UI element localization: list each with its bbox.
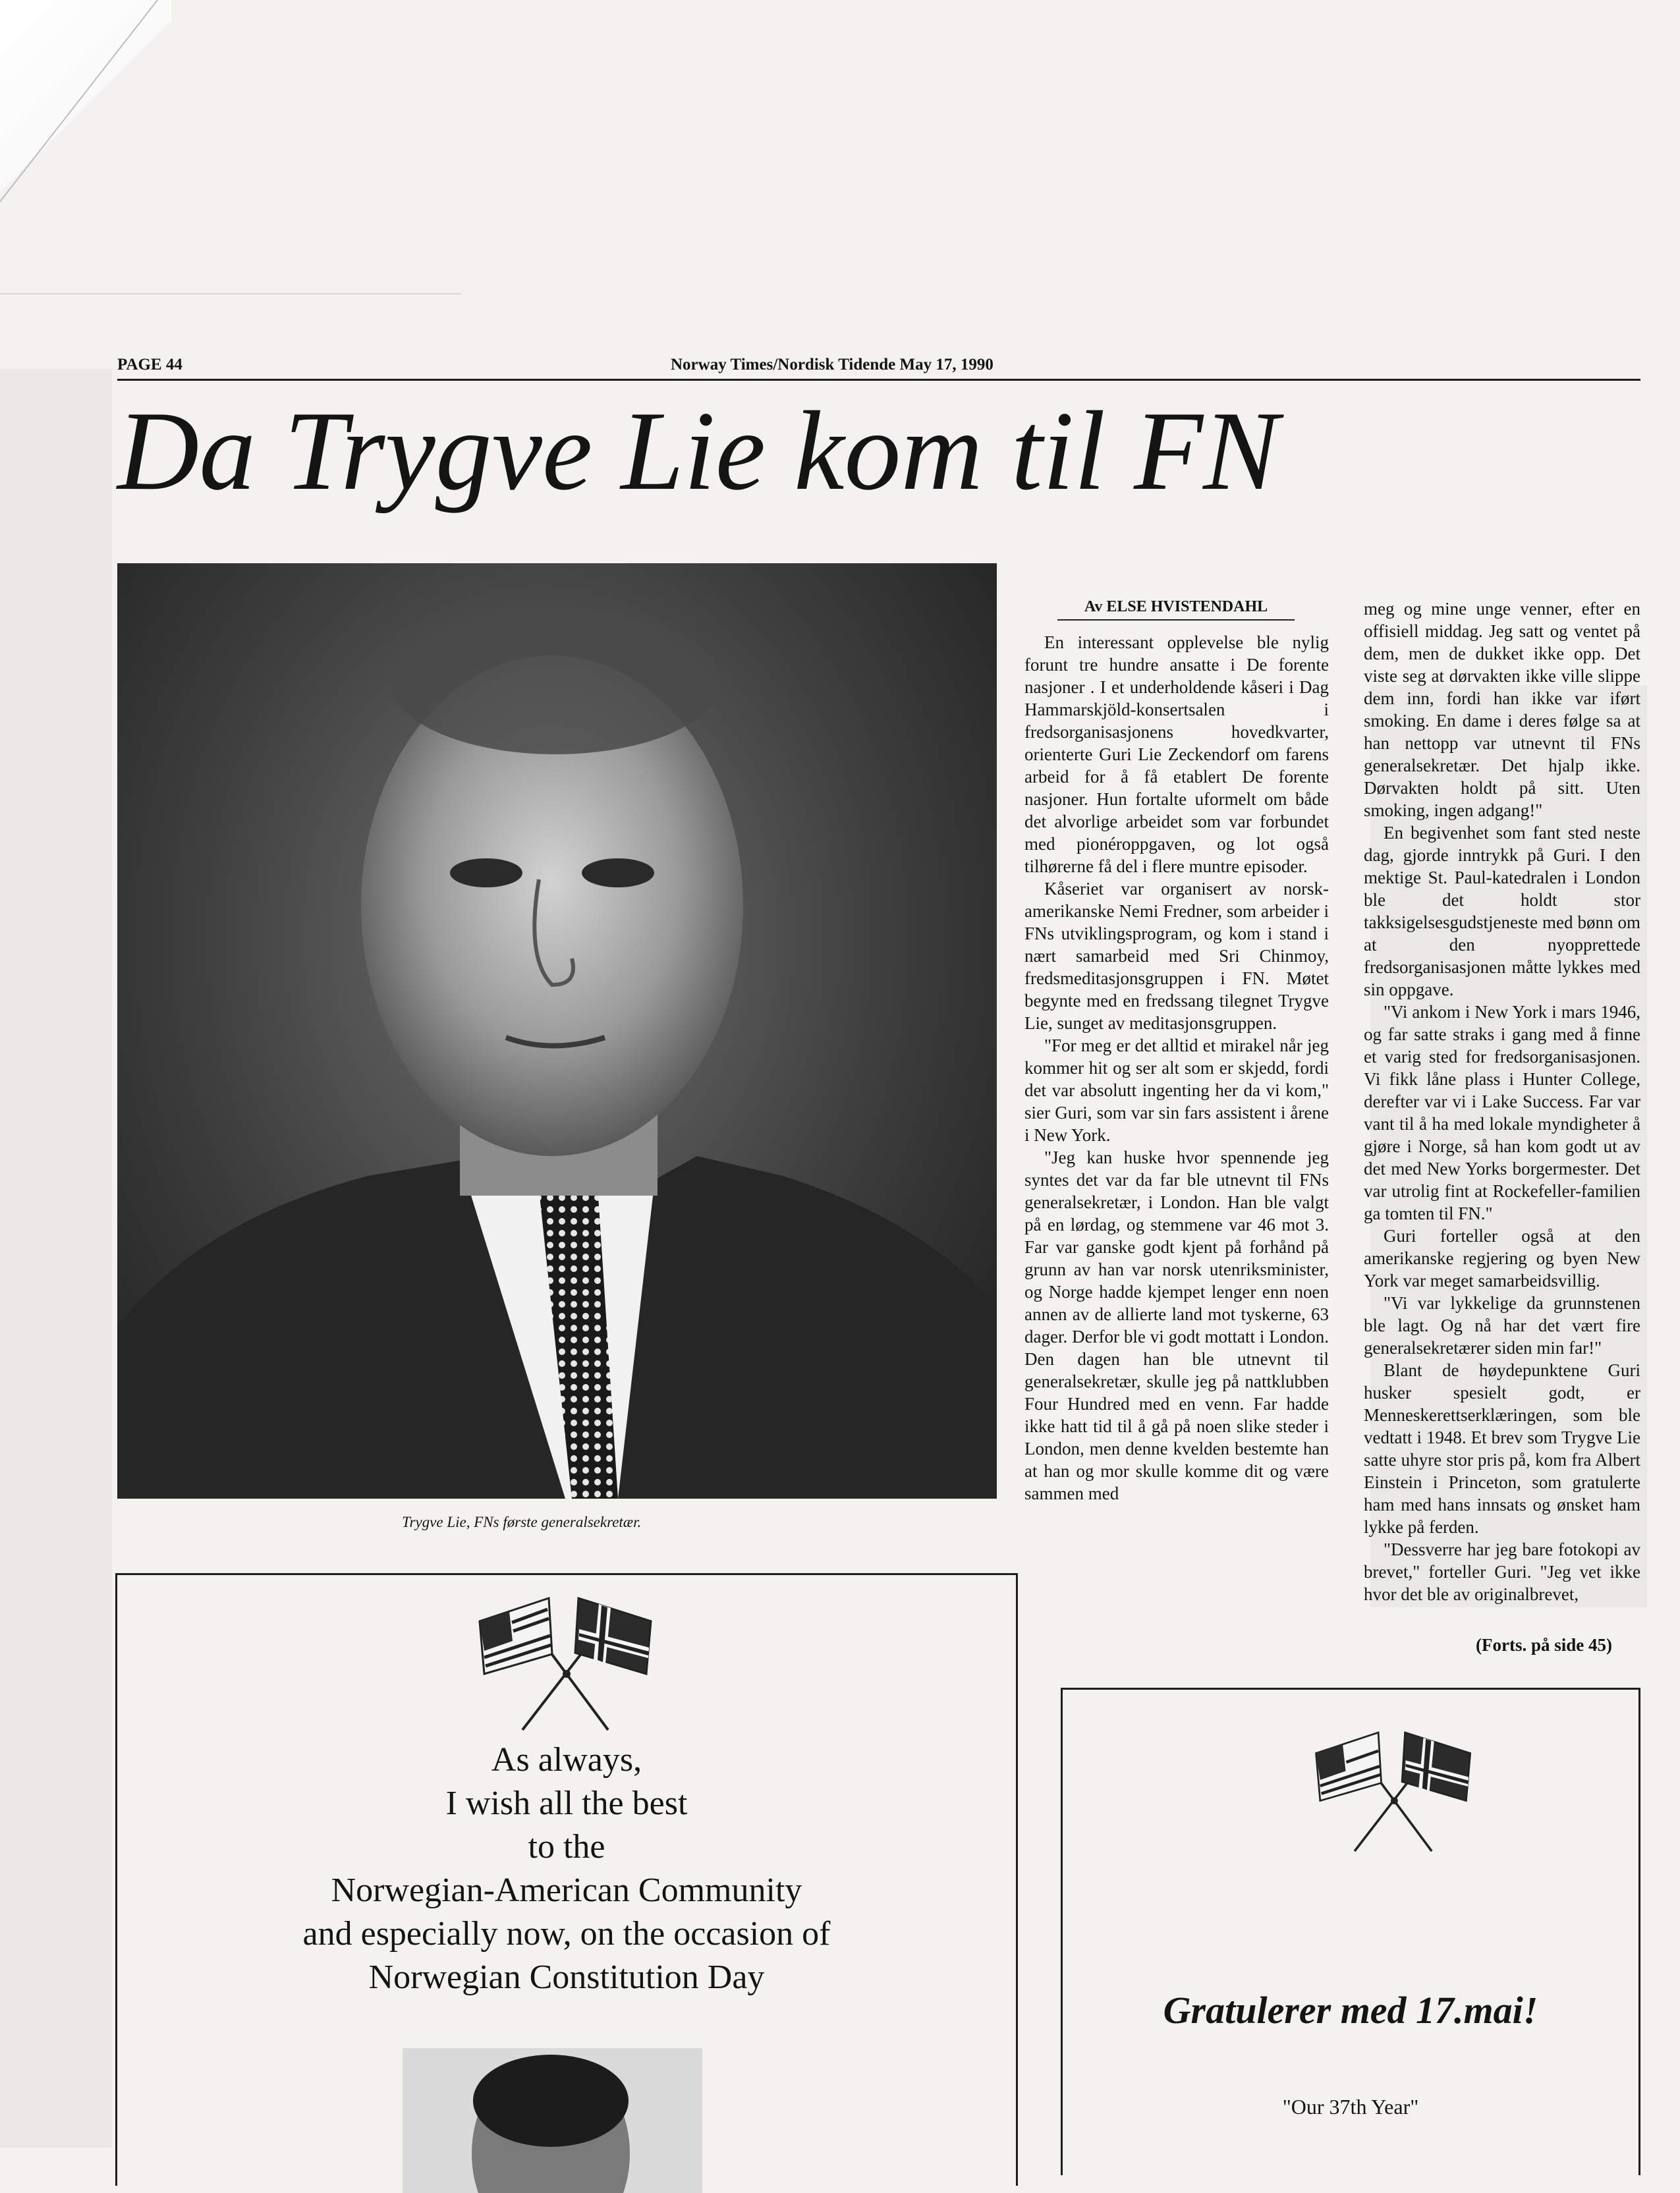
paragraph: Guri forteller også at den amerikanske regjering og byen New York var meget samarbeidsvillig. [1364, 1226, 1640, 1291]
ad-message [117, 1738, 1016, 1999]
ad-line: to the [528, 1828, 605, 1866]
ad-line: As always, [491, 1741, 642, 1779]
advertisement-left [115, 1573, 1018, 2186]
advertiser-photo [403, 2048, 702, 2193]
ad-line: Norwegian Constitution Day [368, 1958, 765, 1996]
paragraph: Kåseriet var organisert av norsk-amerikanske Nemi Fredner, som arbeider i FNs utviklingsprogram, og kom i stand i nært samarbeid med Sri Chinmoy, fredsmeditasjonsgruppen i FN. Møtet begynte med en fredssang tilegnet Trygve Lie, sunget av meditasjonsgruppen. [1024, 879, 1329, 1033]
scan-artifact-line [0, 293, 461, 294]
ad-line: Norwegian-American Community [331, 1872, 802, 1909]
photo-caption: Trygve Lie, FNs første generalsekretær. [402, 1514, 642, 1530]
greeting-text: Gratulerer med 17.mai! [1163, 1989, 1538, 2032]
byline-rule [1057, 619, 1295, 621]
paragraph: En begivenhet som fant sted neste dag, gjorde inntrykk på Guri. I den mektige St. Paul-katedralen i London ble det holdt stor takksigelsesgudstjeneste med bønn om at den nyopprettede fredsorganisasjonen måtte lykkes med sin oppgave. [1364, 823, 1640, 999]
portrait-photo [117, 563, 997, 1499]
bleed-through-left [0, 369, 112, 2148]
paragraph: "Vi ankom i New York i mars 1946, og far satte straks i gang med å finne et varig sted for fredsorganisasjonen. Vi fikk låne plass i Hunter College, derefter var vi i Lake Success. Far var vant til å ha med lokale myndigheter å gjøre i Norge, så han kom godt ut av det med New Yorks borgermester. Det var utrolig fint at Rockefeller-familien ga tomten til FN." [1364, 1002, 1640, 1223]
paragraph: "Jeg kan huske hvor spennende jeg syntes det var da far ble utnevnt til FNs generalsekretær, i London. Han ble valgt på en lørdag, og stemmene var 46 mot 3. Far var ganske godt kjent på forhånd på grunn av han var norsk utenriksminister, og Norge hadde kjempet lenger enn noen annen av de allierte land mot tyskerne, 63 dager. Derfor ble vi godt mottatt i London. Den dagen han ble utnevnt til generalsekretær, skulle jeg på nattklubben Four Hundred med en venn. Far hadde ikke hatt tid til å gå på noen slike steder i London, men denne kvelden bestemte han at han og mor skulle komme dit og være sammen med [1024, 1148, 1329, 1503]
page-header [117, 356, 1640, 382]
continued-note: (Forts. på side 45) [1476, 1635, 1612, 1655]
article-column-2 [1364, 597, 1640, 1605]
paragraph: "Dessverre har jeg bare fotokopi av brevet," forteller Guri. "Jeg vet ikke hvor det ble av originalbrevet, [1364, 1540, 1640, 1604]
byline: Av ELSE HVISTENDAHL [1084, 598, 1268, 615]
paragraph: Blant de høydepunktene Guri husker spesielt godt, er Menneskerettserklæringen, som ble vedtatt i 1948. Et brev som Trygve Lie satte uhyre stor pris på, kom fra Albert Einstein i Princeton, som gratulerte ham med hans innsats og ønsket ham lykke på ferden. [1364, 1360, 1640, 1537]
ad-line: and especially now, on the occasion of [302, 1915, 831, 1953]
paragraph: En interessant opplevelse ble nylig forunt tre hundre ansatte i De forente nasjoner . I et underholdende kåseri i Dag Hammarskjöld-konsertsalen i fredsorganisasjonens hovedkvarter, orienterte Guri Lie Zeckendorf om farens arbeid for å få etablert De forente nasjoner. Hun fortalte uformelt om både det alvorlige arbeidet som var forbundet med pionéroppgaven, og lot også tilhørerne få del i flere muntre episoder. [1024, 632, 1329, 876]
crossed-flags-icon [476, 1595, 656, 1733]
crossed-flags-icon [1313, 1729, 1474, 1854]
publication-dateline: Norway Times/Nordisk Tidende May 17, 1990 [671, 356, 994, 374]
advertisement-right [1061, 1688, 1640, 2175]
page-fold-corner [0, 0, 171, 224]
paragraph: "Vi var lykkelige da grunnstenen ble lagt. Og nå har det vært fire generalsekretærer siden min far!" [1364, 1293, 1640, 1358]
tagline-text: "Our 37th Year" [1282, 2095, 1419, 2119]
header-rule [117, 379, 1640, 381]
paragraph: meg og mine unge venner, efter en offisiell middag. Jeg satt og ventet på dem, men de dukket ikke opp. Det viste seg at dørvakten ikke ville slippe dem inn, fordi han ikke var iført smoking. En dame i deres følge sa at han nettopp var utnevnt til FNs generalsekretær. Det hjalp ikke. Dørvakten holdt på sitt. Uten smoking, ingen adgang!" [1364, 599, 1640, 820]
article-headline: Da Trygve Lie kom til FN [117, 389, 1279, 514]
ad-line: I wish all the best [445, 1785, 688, 1822]
page-number: PAGE 44 [117, 356, 182, 374]
article-column-1 [1024, 631, 1329, 1505]
paragraph: "For meg er det alltid et mirakel når jeg kommer hit og ser alt som er skjedd, fordi det var absolutt ingenting her da vi kom," sier Guri, som var sin fars assistent i årene i New York. [1024, 1036, 1329, 1145]
